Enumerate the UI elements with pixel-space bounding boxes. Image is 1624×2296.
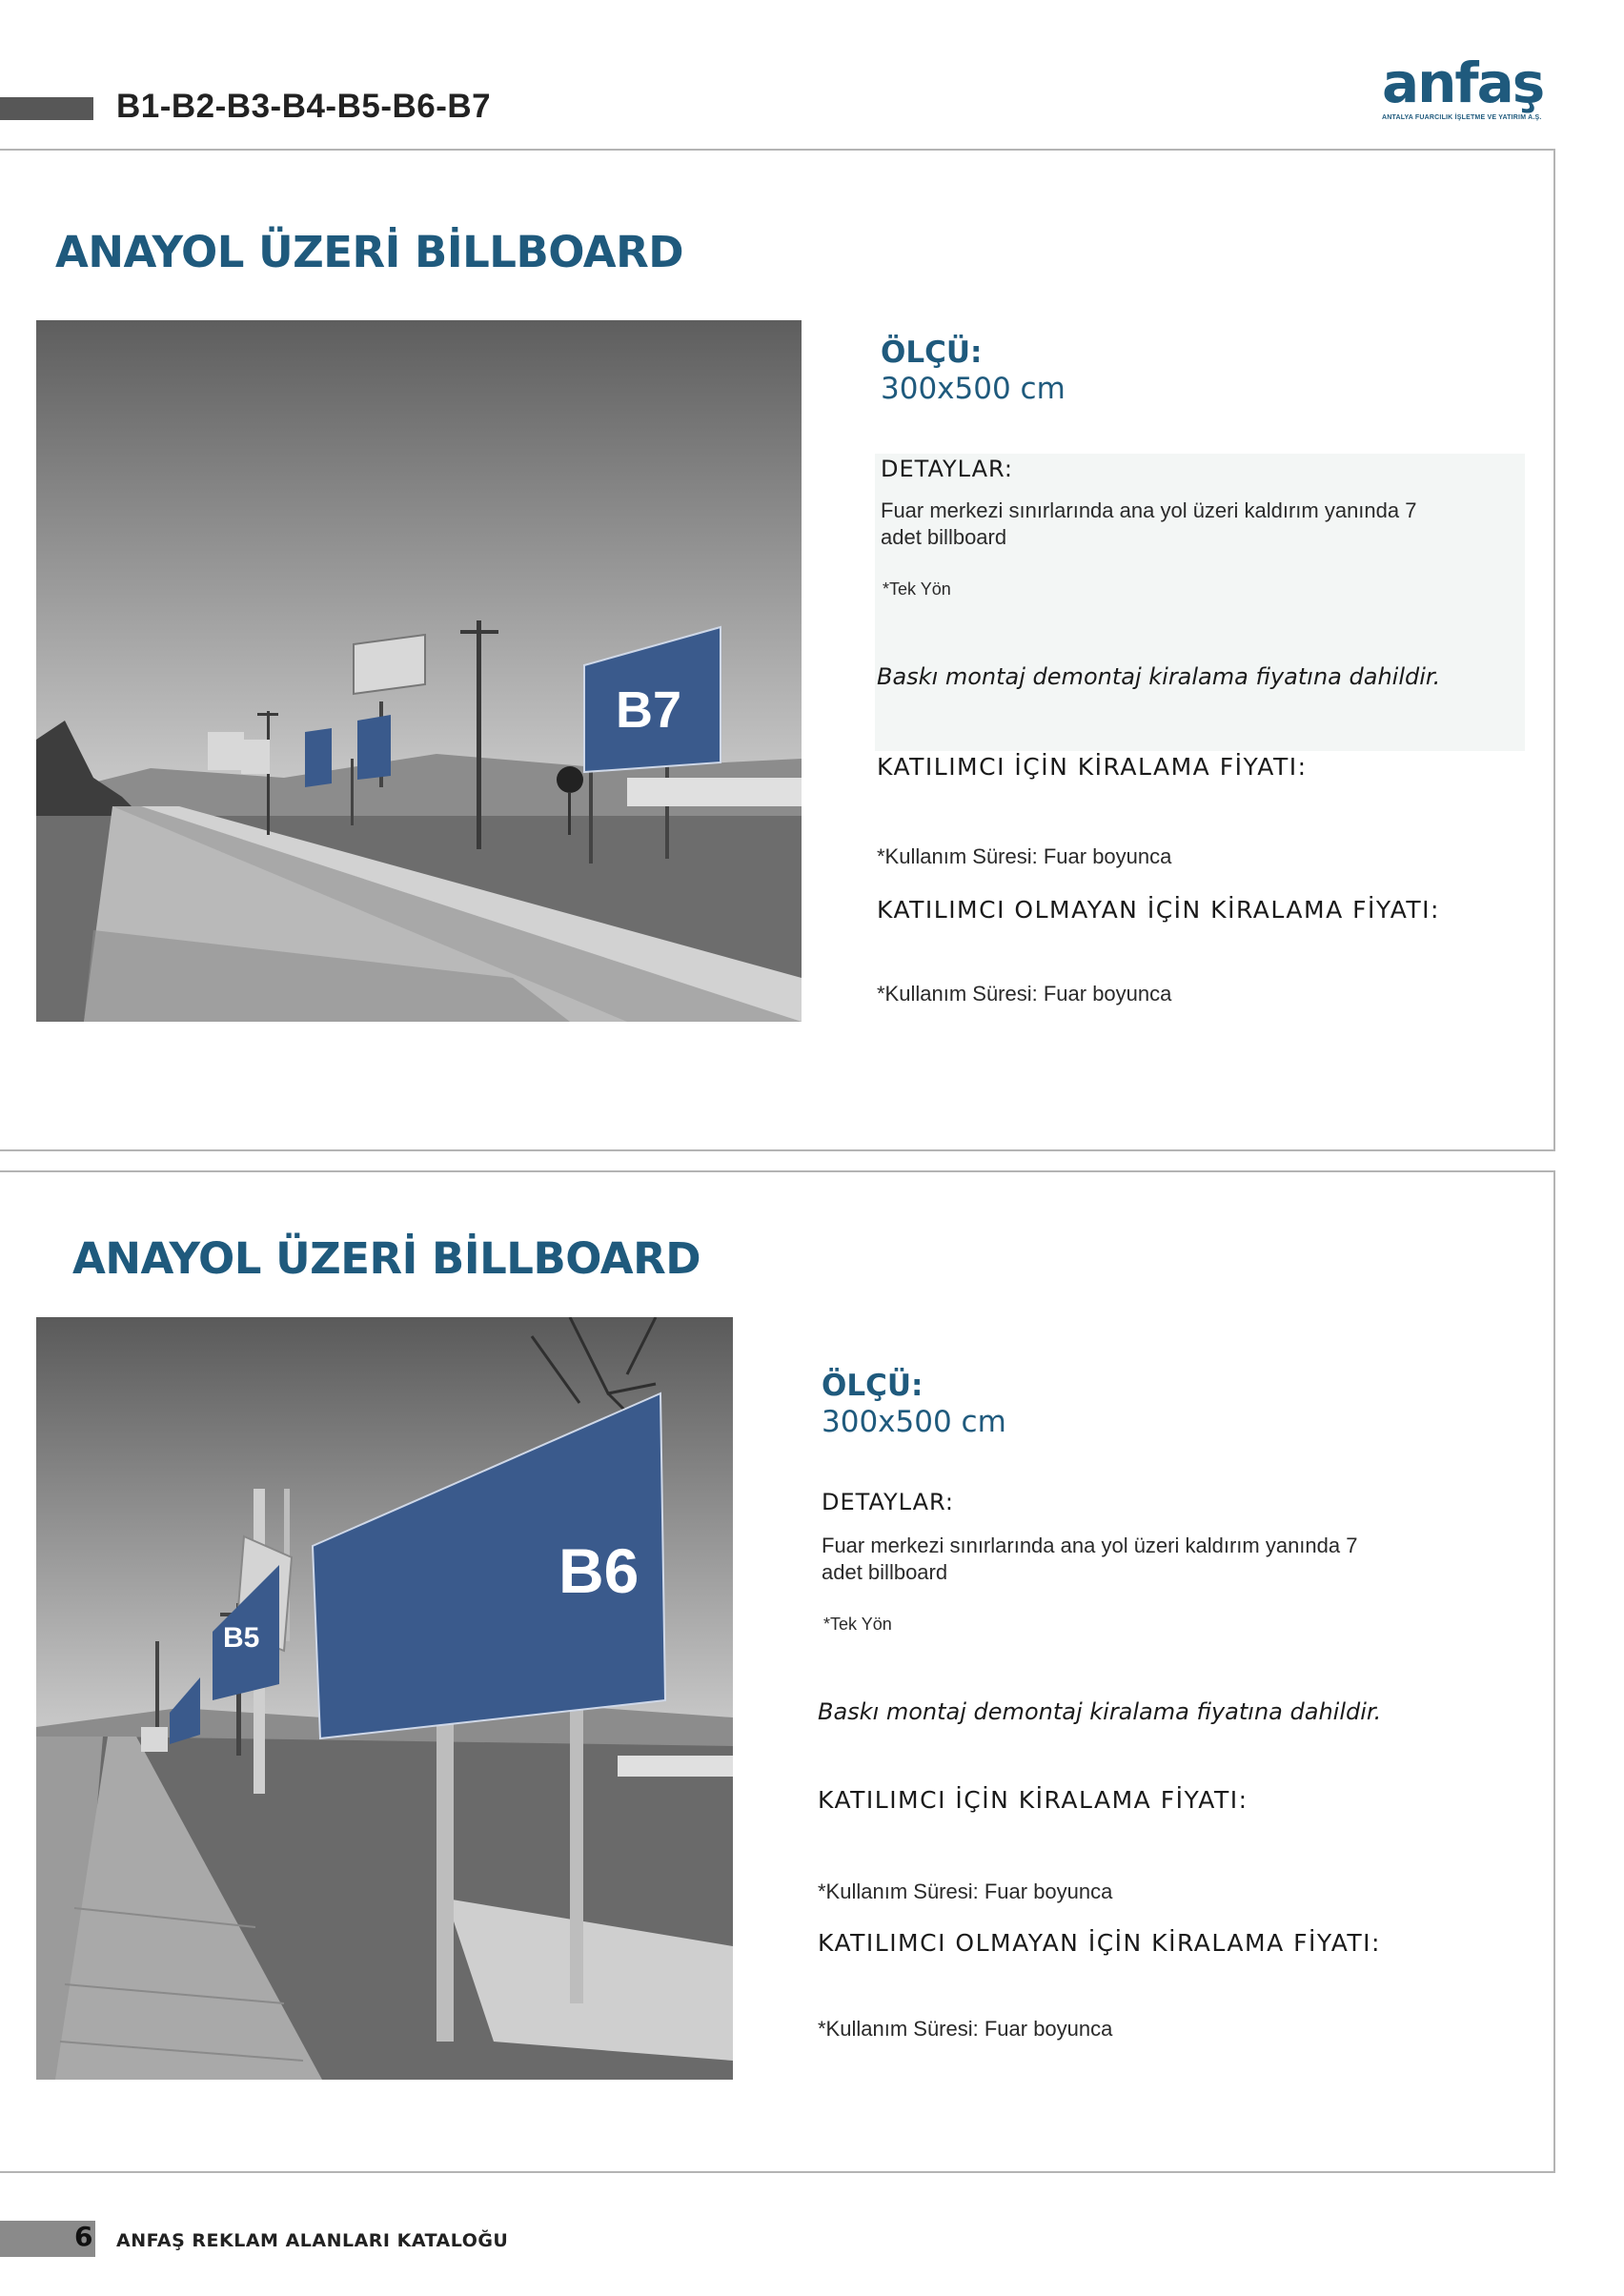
billboard-label-b6: B6 [558, 1535, 639, 1606]
participant-usage-2: *Kullanım Süresi: Fuar boyunca [818, 1879, 1113, 1903]
participant-price-label-1: KATILIMCI İÇİN KİRALAMA FİYATI: [877, 753, 1308, 781]
included-note-1: Baskı montaj demontaj kiralama fiyatına dahildir. [877, 663, 1441, 690]
direction-note-1: *Tek Yön [883, 579, 951, 599]
details-label-2: DETAYLAR: [822, 1489, 955, 1515]
catalog-title: ANFAŞ REKLAM ALANLARI KATALOĞU [116, 2230, 509, 2251]
details-label-1: DETAYLAR: [881, 456, 1014, 482]
participant-price-label-2: KATILIMCI İÇİN KİRALAMA FİYATI: [818, 1786, 1248, 1814]
size-value-1: 300x500 cm [881, 372, 1066, 406]
size-value-2: 300x500 cm [822, 1405, 1006, 1439]
billboard-photo-b7 [36, 320, 802, 1022]
section-title-2: ANAYOL ÜZERİ BİLLBOARD [72, 1233, 701, 1284]
non-participant-usage-1: *Kullanım Süresi: Fuar boyunca [877, 982, 1172, 1006]
anfas-logo [1382, 51, 1563, 132]
billboard-label-b5: B5 [223, 1622, 260, 1654]
non-participant-price-label-1: KATILIMCI OLMAYAN İÇİN KİRALAMA FİYATI: [877, 896, 1440, 924]
size-label-1: ÖLÇÜ: [881, 335, 983, 370]
non-participant-usage-2: *Kullanım Süresi: Fuar boyunca [818, 2017, 1113, 2041]
direction-note-2: *Tek Yön [823, 1615, 892, 1634]
details-text-2: Fuar merkezi sınırlarında ana yol üzeri kaldırım yanında 7 adet billboard [822, 1534, 1358, 1584]
page-number: 6 [74, 2221, 93, 2252]
logo-tagline: ANTALYA FUARCILIK İŞLETME VE YATIRIM A.Ş. [1382, 114, 1542, 121]
logo-word: anfaş [1382, 51, 1544, 115]
included-note-2: Baskı montaj demontaj kiralama fiyatına dahildir. [818, 1698, 1382, 1725]
section-title-1: ANAYOL ÜZERİ BİLLBOARD [55, 227, 684, 277]
participant-usage-1: *Kullanım Süresi: Fuar boyunca [877, 844, 1172, 868]
non-participant-price-label-2: KATILIMCI OLMAYAN İÇİN KİRALAMA FİYATI: [818, 1929, 1381, 1957]
billboard-photo-b6 [36, 1317, 733, 2080]
size-label-2: ÖLÇÜ: [822, 1369, 924, 1403]
header-accent-bar [0, 97, 93, 120]
billboard-label-b7: B7 [616, 681, 682, 739]
page-code: B1-B2-B3-B4-B5-B6-B7 [116, 88, 492, 125]
details-text-1: Fuar merkezi sınırlarında ana yol üzeri kaldırım yanında 7 adet billboard [881, 498, 1417, 549]
